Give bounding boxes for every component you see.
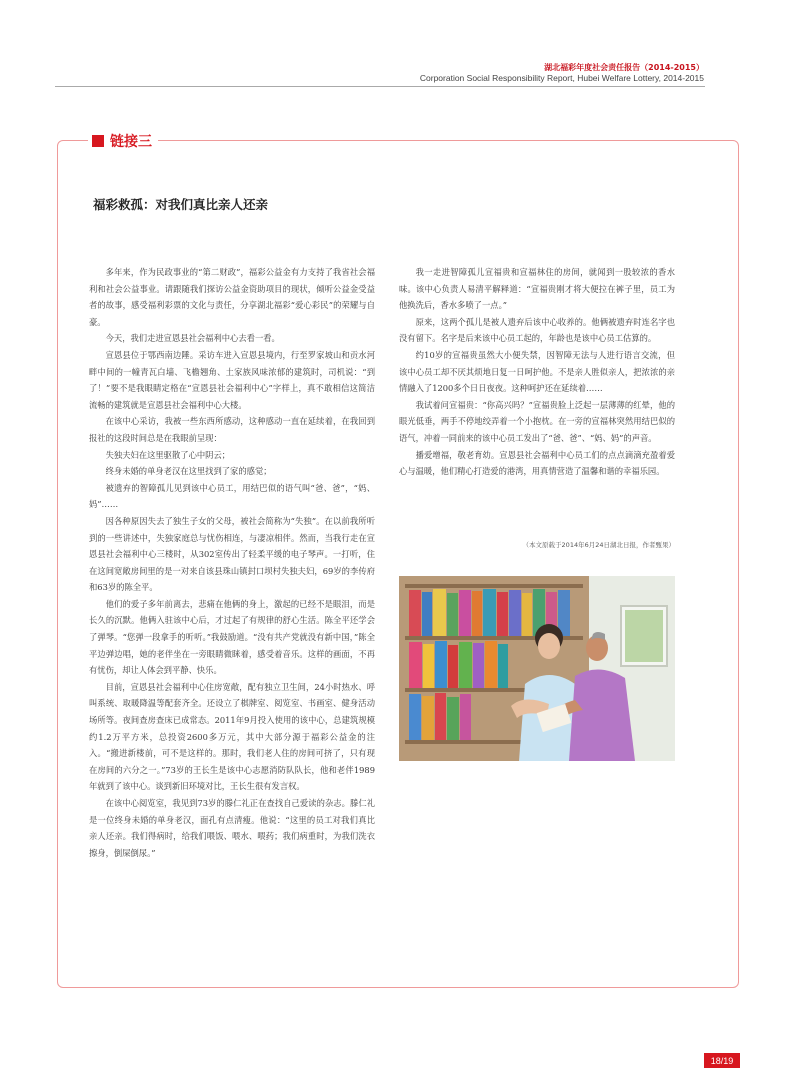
paragraph: 终身未婚的单身老汉在这里找到了家的感觉；	[105, 466, 272, 477]
paragraph: 今天，我们走进宣恩县社会福利中心去看一看。	[105, 333, 280, 344]
report-title-en: Corporation Social Responsibility Report, Hubei Welfare Lottery, 2014-2015	[419, 73, 704, 83]
paragraph: 多年来，作为民政事业的“第二财政”，福彩公益金有力支持了我省社会福利和社会公益事业。请跟随我们探访公益金资助项目的现状，倾听公益金受益者的故事，感受福利彩票的文化与责任，分享湖北福彩“爱心彩民”的荣耀与自豪。	[89, 267, 375, 327]
paragraph: 播爱增福，敬老育幼。宣恩县社会福利中心员工们的点点滴滴充盈着爱心与温暖，他们精心打造爱的港湾，用真情营造了温馨和谐的幸福乐园。	[399, 449, 675, 477]
article-column-right	[399, 264, 675, 480]
paragraph: 目前，宣恩县社会福利中心住房宽敞，配有独立卫生间，24小时热水、呼叫系统、取暖降温等配套齐全。还设立了棋牌室、阅览室、书画室、健身活动场所等。夜间查房查床已成常态。2011年9月投入使用的该中心，总建筑规模约1.2万平方米，总投资2600多万元，其中大部分源于福彩公益金的注入。“搬进新楼前，可不是这样的。那时，我们老人住的房间可挤了，只有现在房间的六分之一。”73岁的王长生是该中心志愿消防队队长，他和老伴1989年就到了该中心。谈到新旧环境对比，王长生很有发言权。	[89, 681, 375, 792]
section-square-icon	[92, 135, 104, 147]
paragraph: 宣恩县位于鄂西南边陲。采访车进入宣恩县境内，行至罗家坡山和贡水河畔中间的一幢青瓦白墙、飞檐翘角、土家族风味浓郁的建筑时，司机说：“到了！”要不是我眼睛定格在“宣恩县社会福利中心”字样上，真不敢相信这简洁流畅的建筑就是宣恩县社会福利中心大楼。	[89, 349, 375, 410]
photo-reading-room-icon	[399, 576, 675, 761]
paragraph: 我试着问宣福贵：“你高兴吗？”宣福贵脸上泛起一层薄薄的红晕，他的眼光低垂，两手不停地绞弄着一个小抱枕。在一旁的宣福林突然用结巴似的语气，冲着一同前来的该中心员工发出了“爸、爸”、“妈、妈”的声音。	[399, 399, 675, 443]
article-title: 福彩救孤：对我们真比亲人还亲	[93, 197, 269, 212]
paragraph: 我一走进智障孤儿宣福贵和宣福林住的房间，就闻到一股较浓的香水味。该中心负责人易清平解释道：“宣福贵刚才将大便拉在裤子里，员工为他换洗后，香水多喷了一点。”	[399, 267, 675, 311]
page-header	[0, 0, 794, 100]
paragraph: 在该中心采访，我被一些东西所感动，这种感动一直在延续着，在我回到报社的这段时间总是在我眼前呈现：	[89, 416, 375, 443]
paragraph: 在该中心阅览室，我见到73岁的滕仁礼正在查找自己爱读的杂志。滕仁礼是一位终身未婚的单身老汉，面孔有点清瘦。他说：“这里的员工对我们真比亲人还亲。我们得病时，给我们喂饭、喂水、喂药；我们病重时，为我们洗衣擦身，倒屎倒尿。”	[89, 798, 375, 858]
paragraph: 被遗弃的智障孤儿见到该中心员工，用结巴似的语气叫“爸、爸”，“妈、妈”……	[89, 482, 375, 510]
paragraph: 约10岁的宣福贵虽然大小便失禁，因智障无法与人进行语言交流，但该中心员工却不厌其烦地日复一日呵护他。不是亲人胜似亲人，把浓浓的亲情融入了1200多个日日夜夜。这种呵护还在延续着……	[399, 349, 675, 394]
paragraph: 因各种原因失去了独生子女的父母，被社会简称为“失独”。在以前我所听到的一些讲述中，失独家庭总与忧伤相连，与凄凉相伴。然而，当我行走在宣恩县社会福利中心三楼时，从302室传出了轻柔平缓的电子琴声。一打听，住在这间宽敞房间里的是一对来自该县珠山镇封口坝村失独夫妇，69岁的李传府和63岁的陈全平。	[89, 515, 375, 593]
source-note: （本文原载于2014年6月24日湖北日报，作者甄果）	[522, 541, 675, 549]
page-number: 18/19	[704, 1053, 740, 1068]
article-column-left	[89, 264, 375, 861]
section-badge	[88, 128, 158, 154]
header-rule	[55, 86, 705, 87]
reading-room-photo	[399, 576, 675, 761]
paragraph: 失独夫妇在这里驱散了心中阴云；	[105, 449, 231, 460]
section-label: 链接三	[110, 134, 152, 150]
paragraph: 原来，这两个孤儿是被人遗弃后该中心收养的。他俩被遗弃时连名字也没有留下。名字是后来该中心员工起的，年龄也是该中心员工估算的。	[399, 316, 675, 344]
report-title-cn: 湖北福彩年度社会责任报告（2014-2015）	[544, 63, 704, 72]
paragraph: 他们的爱子多年前离去，悲痛在他俩的身上，激起的已经不是眼泪，而是长久的沉默。他俩入驻该中心后，才过起了有规律的舒心生活。陈全平还学会了弹琴。“您弹一段拿手的听听。”我鼓励道。“没有共产党就没有新中国，”陈全平边弹边唱，她的老伴坐在一旁眼睛微眯着，感受着音乐。这样的画面，不再有忧伤，却让人体会到平静、快乐。	[89, 598, 375, 676]
